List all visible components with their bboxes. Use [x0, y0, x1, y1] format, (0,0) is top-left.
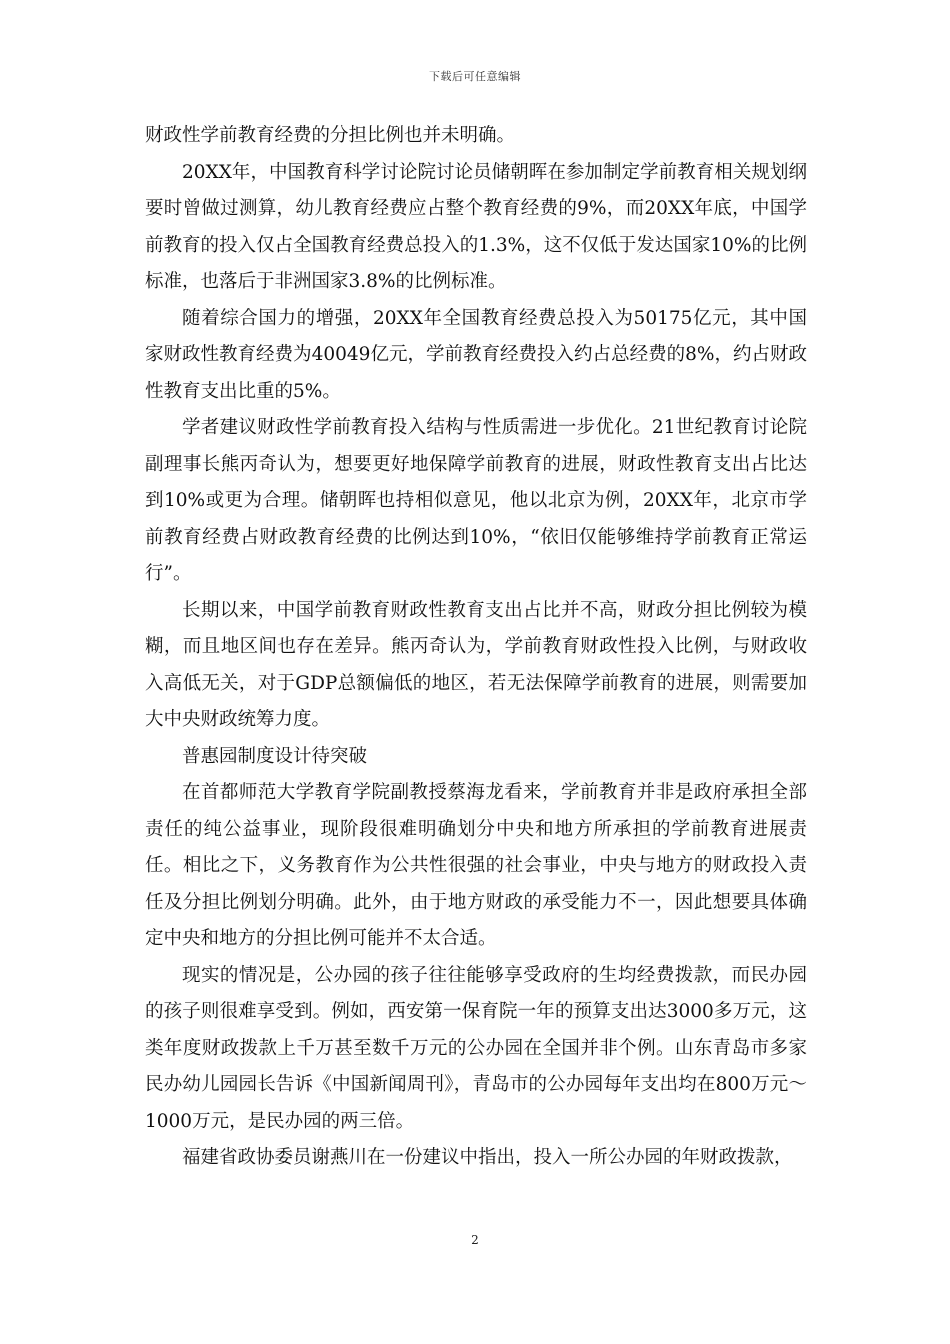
paragraph: 随着综合国力的增强，20XX年全国教育经费总投入为50175亿元，其中国家财政性教育经费为40049亿元，学前教育经费投入约占总经费的8%，约占财政性教育支出比重的5%。	[145, 307, 807, 402]
page-number: 2	[471, 1233, 479, 1247]
page-header: 下载后可任意编辑	[429, 70, 521, 83]
paragraph: 学者建议财政性学前教育投入结构与性质需进一步优化。21世纪教育讨论院副理事长熊丙奇认为，想要更好地保障学前教育的进展，财政性教育支出占比达到10%或更为合理。储朝晖也持相似意见，他以北京为例，20XX年，北京市学前教育经费占财政教育经费的比例达到10%，“依旧仅能够维持学前教育正常运行”。	[145, 417, 807, 584]
paragraph: 现实的情况是，公办园的孩子往往能够享受政府的生均经费拨款，而民办园的孩子则很难享受到。例如，西安第一保育院一年的预算支出达3000多万元，这类年度财政拨款上千万甚至数千万元的公办园在全国并非个例。山东青岛市多家民办幼儿园园长告诉《中国新闻周刊》，青岛市的公办园每年支出均在800万元～1000万元，是民办园的两三倍。	[145, 964, 807, 1132]
section-heading: 普惠园制度设计待突破	[182, 745, 368, 767]
paragraph: 20XX年，中国教育科学讨论院讨论员储朝晖在参加制定学前教育相关规划纲要时曾做过测算，幼儿教育经费应占整个教育经费的9%，而20XX年底，中国学前教育的投入仅占全国教育经费总投入的1.3%，这不仅低于发达国家10%的比例标准，也落后于非洲国家3.8%的比例标准。	[145, 161, 807, 292]
paragraph: 福建省政协委员谢燕川在一份建议中指出，投入一所公办园的年财政拨款，	[182, 1147, 793, 1168]
paragraph: 财政性学前教育经费的分担比例也并未明确。	[145, 125, 516, 146]
paragraph: 长期以来，中国学前教育财政性教育支出占比并不高，财政分担比例较为模糊，而且地区间也存在差异。熊丙奇认为，学前教育财政性投入比例，与财政收入高低无关，对于GDP总额偏低的地区，若无法保障学前教育的进展，则需要加大中央财政统筹力度。	[145, 599, 807, 730]
document-body	[145, 118, 807, 1177]
paragraph: 在首都师范大学教育学院副教授蔡海龙看来，学前教育并非是政府承担全部责任的纯公益事业，现阶段很难明确划分中央和地方所承担的学前教育进展责任。相比之下，义务教育作为公共性很强的社会事业，中央与地方的财政投入责任及分担比例划分明确。此外，由于地方财政的承受能力不一，因此想要具体确定中央和地方的分担比例可能并不太合适。	[145, 782, 807, 949]
